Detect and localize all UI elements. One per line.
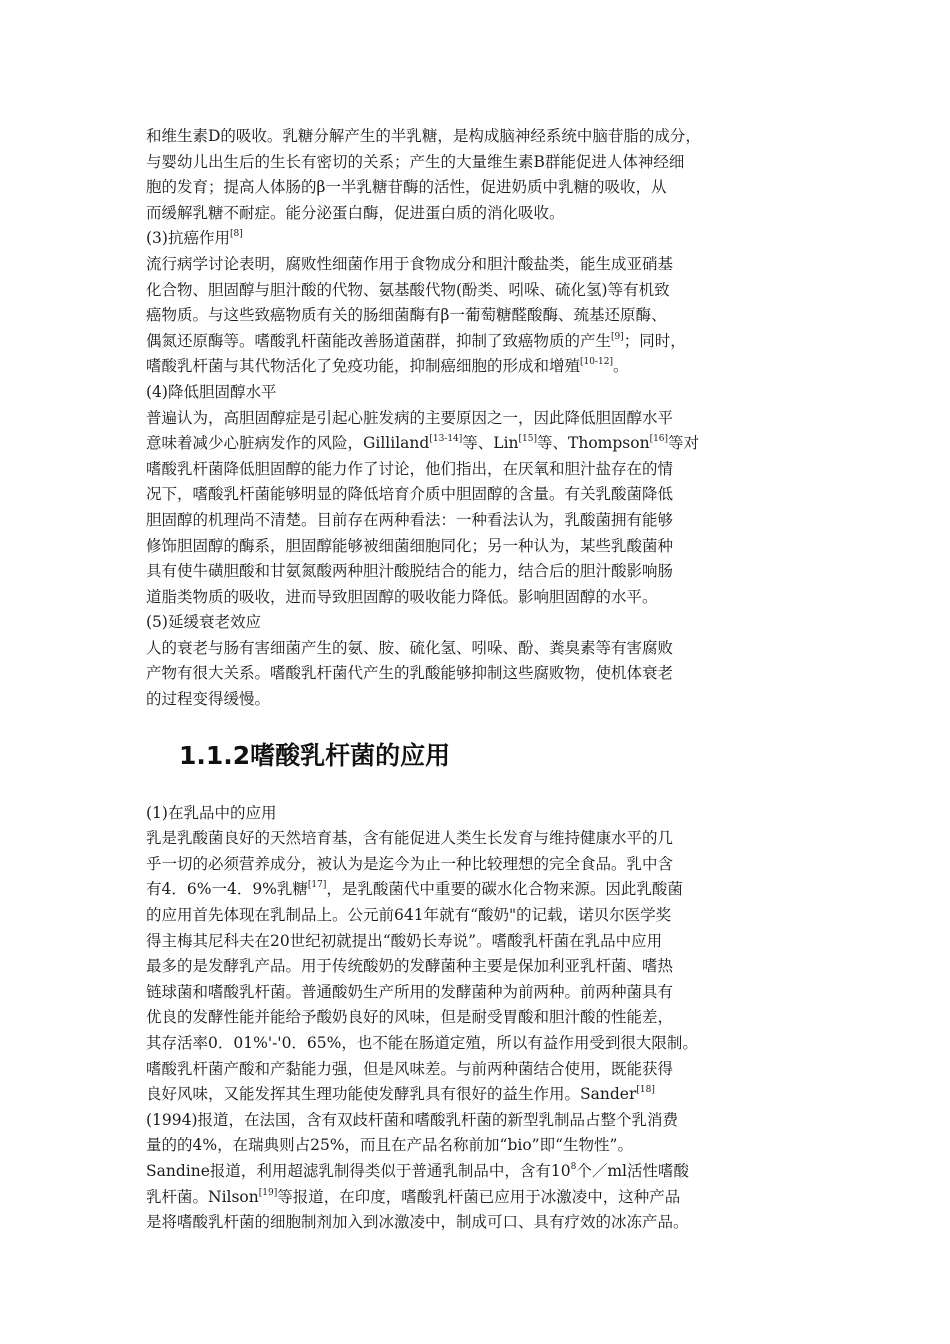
body-text-line: 癌物质。与这些致癌物质有关的肠细菌酶有β一葡萄糖醛酸酶、巯基还原酶、 (146, 306, 667, 325)
citation-ref: [15] (518, 434, 538, 445)
body-text-line: 的应用首先体现在乳制品上。公元前641年就有“酸奶"的记载，诺贝尔医学奖 (146, 906, 672, 925)
text-run: 。 (612, 357, 629, 376)
text-run: 等、Thompson (537, 434, 650, 453)
body-text-line: 流行病学讨论表明，腐败性细菌作用于食物成分和胆汁酸盐类，能生成亚硝基 (146, 254, 674, 273)
body-text-line: 的过程变得缓慢。 (146, 690, 271, 709)
text-run: ；同时， (623, 331, 686, 350)
subsection-title-text: (3)抗癌作用 (146, 229, 230, 248)
body-text-line: 与婴幼儿出生后的生长有密切的关系；产生的大量维生素B群能促进人体神经细 (146, 152, 685, 171)
body-text-line: 修饰胆固醇的酶系，胆固醇能够被细菌细胞同化；另一种认为，某些乳酸菌种 (146, 536, 674, 555)
body-text-line (146, 354, 836, 380)
body-text-line: 普遍认为，高胆固醇症是引起心脏发病的主要原因之一，因此降低胆固醇水平 (146, 408, 674, 427)
text-run: 偶氮还原酶等。嗜酸乳杆菌能改善肠道菌群，抑制了致癌物质的产生 (146, 331, 612, 350)
body-text-line: 乳是乳酸菌良好的天然培育基，含有能促进人类生长发育与维持健康水平的几 (146, 829, 674, 848)
body-text-line: 优良的发酵性能并能给予酸奶良好的风味，但是耐受胃酸和胆汁酸的性能差， (146, 1008, 674, 1027)
body-text-line: 得主梅其尼科夫在20世纪初就提出“酸奶长寿说”。嗜酸乳杆菌在乳品中应用 (146, 931, 663, 950)
text-run: ，是乳酸菌代中重要的碳水化合物来源。因此乳酸菌 (326, 880, 683, 899)
text-run: 嗜酸乳杆菌与其代物活化了免疫功能，抑制癌细胞的形成和增殖 (146, 357, 581, 376)
citation-ref: [18] (636, 1085, 655, 1096)
body-text-line: 具有使牛磺胆酸和甘氨氮酸两种胆汁酸脱结合的能力，结合后的胆汁酸影响肠 (146, 562, 674, 581)
citation-ref: [16] (649, 434, 669, 445)
body-text-line: 嗜酸乳杆菌产酸和产黏能力强，但是风味差。与前两种菌结合使用，既能获得 (146, 1059, 674, 1078)
text-run: 等、Lin (462, 434, 519, 453)
body-text-line: 乎一切的必须营养成分，被认为是迄今为止一种比较理想的完全食品。乳中含 (146, 854, 674, 873)
body-text-line: 其存活率0．01%'-'0．65%，也不能在肠道定殖，所以有益作用受到很大限制。 (146, 1034, 698, 1052)
citation-ref: [8] (229, 229, 243, 240)
section-heading: 1.1.2嗜酸乳杆菌的应用 (179, 740, 451, 770)
body-text-line: 道脂类物质的吸收，进而导致胆固醇的吸收能力降低。影响胆固醇的水平。 (146, 587, 658, 606)
body-text-line (146, 1185, 836, 1211)
text-run: 个／ml活性嗜酸 (576, 1161, 689, 1180)
body-text-line: 人的衰老与肠有害细菌产生的氨、胺、硫化氢、吲哚、酚、粪臭素等有害腐败 (146, 638, 674, 657)
document-page (146, 124, 836, 1236)
citation-ref: [17] (307, 880, 327, 891)
body-text-line: 嗜酸乳杆菌降低胆固醇的能力作了讨论，他们指出，在厌氧和胆汁盐存在的情 (146, 459, 674, 478)
body-text-line: 量的的4%，在瑞典则占25%，而且在产品名称前加“bio”即“生物性”。 (146, 1136, 633, 1155)
citation-ref: [9] (611, 331, 624, 342)
body-text-line: 况下，嗜酸乳杆菌能够明显的降低培育介质中胆固醇的含量。有关乳酸菌降低 (146, 485, 674, 504)
subsection-title-anticancer (146, 226, 836, 252)
body-text-line (146, 1159, 836, 1185)
body-text-line (146, 877, 836, 903)
body-text-line (146, 1082, 836, 1108)
exponent: 8 (570, 1161, 577, 1172)
body-text-line: 最多的是发酵乳产品。用于传统酸奶的发酵菌种主要是保加利亚乳杆菌、嗜热 (146, 957, 674, 976)
text-run: 意味着减少心脏病发作的风险，Gilliland (146, 434, 430, 453)
body-text-line (146, 431, 836, 457)
body-text-line: 产物有很大关系。嗜酸乳杆菌代产生的乳酸能够抑制这些腐败物，使机体衰老 (146, 664, 674, 683)
text-run: Sandine报道，利用超滤乳制得类似于普通乳制品中，含有10 (146, 1161, 571, 1180)
citation-ref: [13-14] (429, 434, 463, 445)
body-text-line: 胆固醇的机理尚不清楚。目前存在两种看法：一种看法认为，乳酸菌拥有能够 (146, 510, 674, 529)
body-text-line (146, 329, 836, 355)
body-text-line: 和维生素D的吸收。乳糖分解产生的半乳糖，是构成脑神经系统中脑苷脂的成分， (146, 127, 701, 145)
text-run: 等报道，在印度，嗜酸乳杆菌已应用于冰激凌中，这种产品 (277, 1187, 681, 1206)
subsection-title-dairy: (1)在乳品中的应用 (146, 803, 277, 822)
body-text-line: 而缓解乳糖不耐症。能分泌蛋白酶，促进蛋白质的消化吸收。 (146, 203, 565, 222)
text-run: 有4．6%一4．9%乳糖 (146, 880, 308, 899)
citation-ref: [19] (258, 1187, 278, 1198)
body-text-line: 胞的发育；提高人体肠的β一半乳糖苷酶的活性，促进奶质中乳糖的吸收，从 (146, 178, 667, 197)
citation-ref: [10-12] (580, 357, 613, 368)
subsection-title-cholesterol: (4)降低胆固醇水平 (146, 382, 277, 401)
subsection-title-antiaging: (5)延缓衰老效应 (146, 613, 261, 632)
text-run: 乳杆菌。Nilson (146, 1187, 259, 1206)
text-run: 等对 (668, 434, 700, 453)
body-text-line: (1994)报道，在法国，含有双歧杆菌和嗜酸乳杆菌的新型乳制品占整个乳消费 (146, 1110, 679, 1129)
body-text-line: 链球菌和嗜酸乳杆菌。普通酸奶生产所用的发酵菌种为前两种。前两种菌具有 (146, 982, 674, 1001)
text-run: 良好风味，又能发挥其生理功能使发酵乳具有很好的益生作用。Sander (146, 1085, 637, 1104)
body-text-line: 化合物、胆固醇与胆汁酸的代物、氨基酸代物(酚类、吲哚、硫化氢)等有机致 (146, 280, 670, 299)
body-text-line: 是将嗜酸乳杆菌的细胞制剂加入到冰激凌中，制成可口、具有疗效的冰冻产品。 (146, 1213, 689, 1232)
